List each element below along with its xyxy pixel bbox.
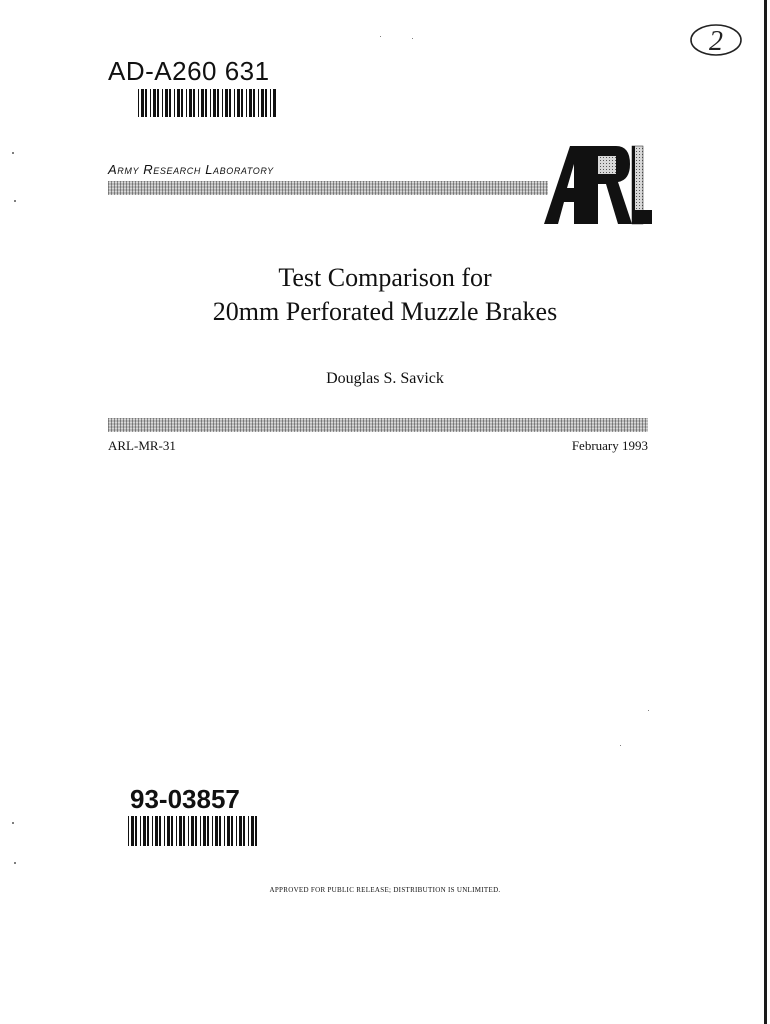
lab-name: Army Research Laboratory: [108, 162, 274, 177]
meta-rule-bar: [108, 418, 648, 432]
scan-speck: [12, 822, 14, 824]
page-edge: [764, 0, 767, 1024]
arl-logo: [540, 142, 652, 226]
scan-speck: [620, 745, 621, 746]
document-barcode: [138, 89, 278, 117]
scan-speck: [14, 200, 16, 202]
distribution-statement: APPROVED FOR PUBLIC RELEASE; DISTRIBUTION IS UNLIMITED.: [269, 886, 501, 894]
scan-speck: [12, 152, 14, 154]
scan-speck: [648, 710, 649, 711]
scan-speck: [412, 38, 413, 39]
handwritten-digit: 2: [709, 26, 723, 57]
report-date: February 1993: [571, 438, 648, 453]
header-rule-bar: [108, 181, 548, 195]
scan-speck: [14, 862, 16, 864]
scan-speck: [380, 36, 381, 37]
report-title-line-2: 20mm Perforated Muzzle Brakes: [212, 297, 558, 326]
author-name: Douglas S. Savick: [326, 370, 444, 387]
accession-barcode: [128, 816, 258, 846]
report-number: ARL-MR-31: [108, 438, 176, 453]
accession-number: 93-03857: [130, 784, 240, 814]
report-title-line-1: Test Comparison for: [278, 263, 492, 292]
document-number: AD-A260 631: [108, 56, 270, 86]
handwritten-circled-mark: [688, 22, 744, 58]
